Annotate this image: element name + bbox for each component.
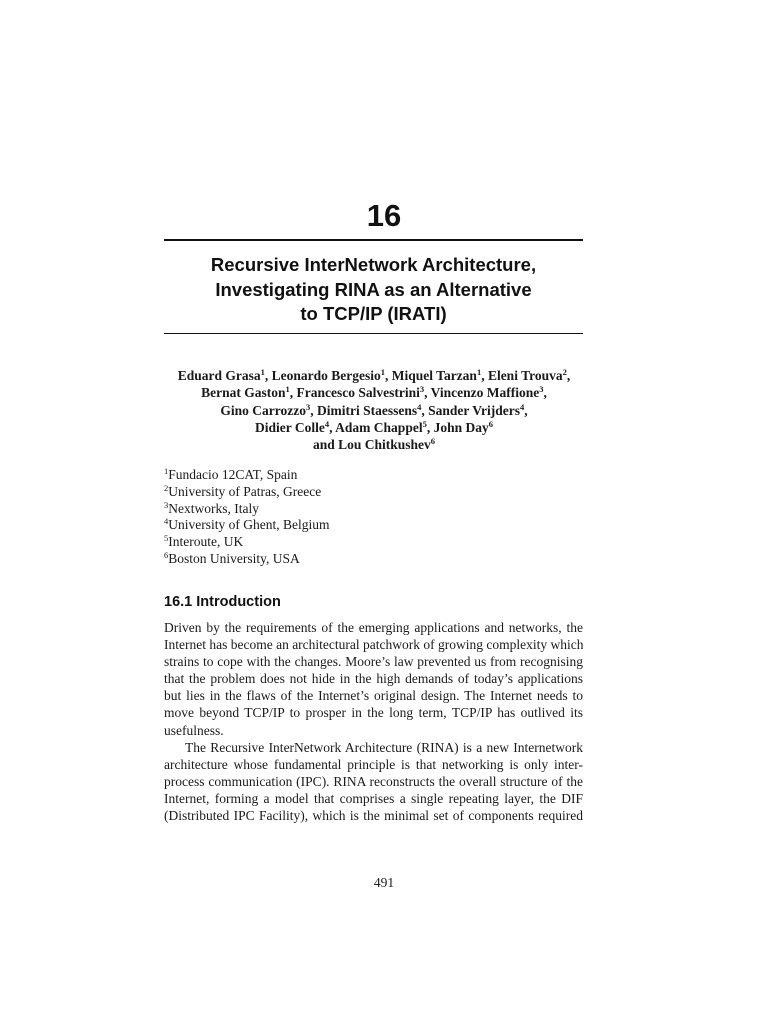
- page-number: 491: [373, 875, 395, 890]
- affiliation-marker: 2: [164, 482, 169, 493]
- affiliation-marker: 5: [164, 533, 169, 544]
- author-name: Adam Chappel: [335, 419, 423, 435]
- chapter-title-line: Recursive InterNetwork Architecture,: [210, 254, 537, 275]
- chapter-title-line: to TCP/IP (IRATI): [300, 303, 447, 324]
- author-affil-marker: 5: [422, 418, 427, 429]
- affiliation-item: [164, 551, 464, 568]
- author-name: Sander Vrijders: [428, 402, 520, 418]
- author-name: Leonardo Bergesio: [271, 368, 381, 383]
- author-affil-marker: 2: [562, 367, 567, 377]
- author-name: Vincenzo Maffione: [430, 385, 540, 401]
- affiliation-marker: 4: [164, 516, 169, 527]
- author-affil-marker: 3: [419, 384, 425, 395]
- body-line: process communication (IPC). RINA reconstructs the overall structure of the: [164, 773, 583, 789]
- author-line: [140, 419, 608, 436]
- author-separator: ,: [385, 368, 392, 383]
- body-line: strains to cope with the changes. Moore’s law prevented us from recognising: [164, 654, 583, 670]
- author-separator: ,: [264, 368, 272, 383]
- author-affil-marker: 1: [260, 367, 265, 377]
- author-separator: ,: [310, 402, 317, 418]
- author-name: and Lou Chitkushev: [312, 437, 431, 453]
- author-affil-marker: 1: [285, 384, 290, 395]
- author-affil-marker: 6: [488, 418, 493, 429]
- author-name: Didier Colle: [255, 419, 325, 435]
- body-line: Driven by the requirements of the emerging applications and networks, the: [164, 620, 583, 635]
- affiliation-text: Interoute, UK: [168, 534, 244, 550]
- body-line: Internet, forming a model that comprises a single repeating layer, the DIF: [164, 790, 583, 806]
- author-separator: ,: [481, 368, 488, 383]
- author-line: [140, 402, 608, 419]
- body-line: Internet has become an architectural patchwork of growing complexity which: [164, 637, 583, 653]
- body-line: architecture whose fundamental principle is that networking is only inter-: [164, 756, 583, 772]
- author-affil-marker: 1: [476, 367, 482, 377]
- author-name: Eleni Trouva: [487, 368, 563, 383]
- affiliation-item: [164, 467, 464, 484]
- affiliation-text: Nextworks, Italy: [168, 500, 259, 516]
- author-name: Francesco Salvestrini: [296, 385, 420, 401]
- author-separator: ,: [424, 385, 431, 401]
- author-separator: ,: [421, 402, 429, 418]
- chapter-number: 16: [366, 198, 402, 233]
- author-separator: ,: [329, 419, 336, 435]
- affiliation-item: [164, 534, 464, 551]
- body-line: The Recursive InterNetwork Architecture (RINA) is a new Internetwork: [185, 739, 583, 755]
- affiliation-text: University of Patras, Greece: [168, 483, 322, 499]
- author-separator: ,: [524, 402, 528, 418]
- author-line: [140, 367, 608, 384]
- body-text: [164, 619, 583, 824]
- section-heading: 16.1 Introduction: [164, 594, 281, 610]
- author-name: Eduard Grasa: [177, 368, 261, 383]
- affiliation-text: Boston University, USA: [168, 550, 300, 566]
- author-affil-marker: 3: [305, 401, 311, 412]
- author-affil-marker: 3: [539, 384, 544, 395]
- author-name: John Day: [433, 419, 489, 435]
- chapter-rule-top: [164, 239, 583, 241]
- body-line: move beyond TCP/IP to prosper in the long term, TCP/IP has outlived its: [164, 705, 583, 721]
- affiliation-text: University of Ghent, Belgium: [168, 517, 330, 533]
- affiliation-marker: 6: [164, 549, 169, 560]
- author-separator: ,: [566, 368, 571, 383]
- author-affil-marker: 4: [417, 401, 422, 412]
- author-name: Gino Carrozzo: [220, 402, 306, 418]
- author-separator: ,: [289, 385, 297, 401]
- body-line: (Distributed IPC Facility), which is the minimal set of components required: [164, 808, 583, 824]
- chapter-title-line: Investigating RINA as an Alternative: [215, 278, 532, 300]
- chapter-title: [164, 253, 583, 327]
- author-name: Dimitri Staessens: [316, 402, 418, 418]
- author-affil-marker: 6: [430, 436, 436, 447]
- affiliation-item: [164, 517, 464, 534]
- affiliation-marker: 1: [164, 466, 169, 476]
- affiliation-list: [164, 467, 464, 568]
- affiliation-marker: 3: [164, 499, 169, 510]
- author-affil-marker: 1: [380, 367, 386, 377]
- body-line: usefulness.: [164, 722, 224, 738]
- chapter-rule-bottom: [164, 333, 583, 334]
- author-affil-marker: 4: [520, 401, 525, 412]
- author-list: [140, 367, 608, 453]
- author-line: [140, 384, 608, 401]
- author-name: Miquel Tarzan: [391, 368, 477, 383]
- affiliation-item: [164, 484, 464, 501]
- author-separator: ,: [543, 385, 547, 401]
- body-line: that the problem does not hide in the high demands of today’s applications: [164, 671, 583, 687]
- author-name: Bernat Gaston: [201, 385, 286, 401]
- affiliation-item: [164, 501, 464, 518]
- author-line: [140, 436, 608, 453]
- author-separator: ,: [426, 419, 434, 435]
- author-affil-marker: 4: [324, 418, 330, 429]
- affiliation-text: Fundacio 12CAT, Spain: [168, 467, 298, 482]
- body-line: but lies in the flaws of the Internet’s original design. The Internet needs to: [164, 688, 583, 704]
